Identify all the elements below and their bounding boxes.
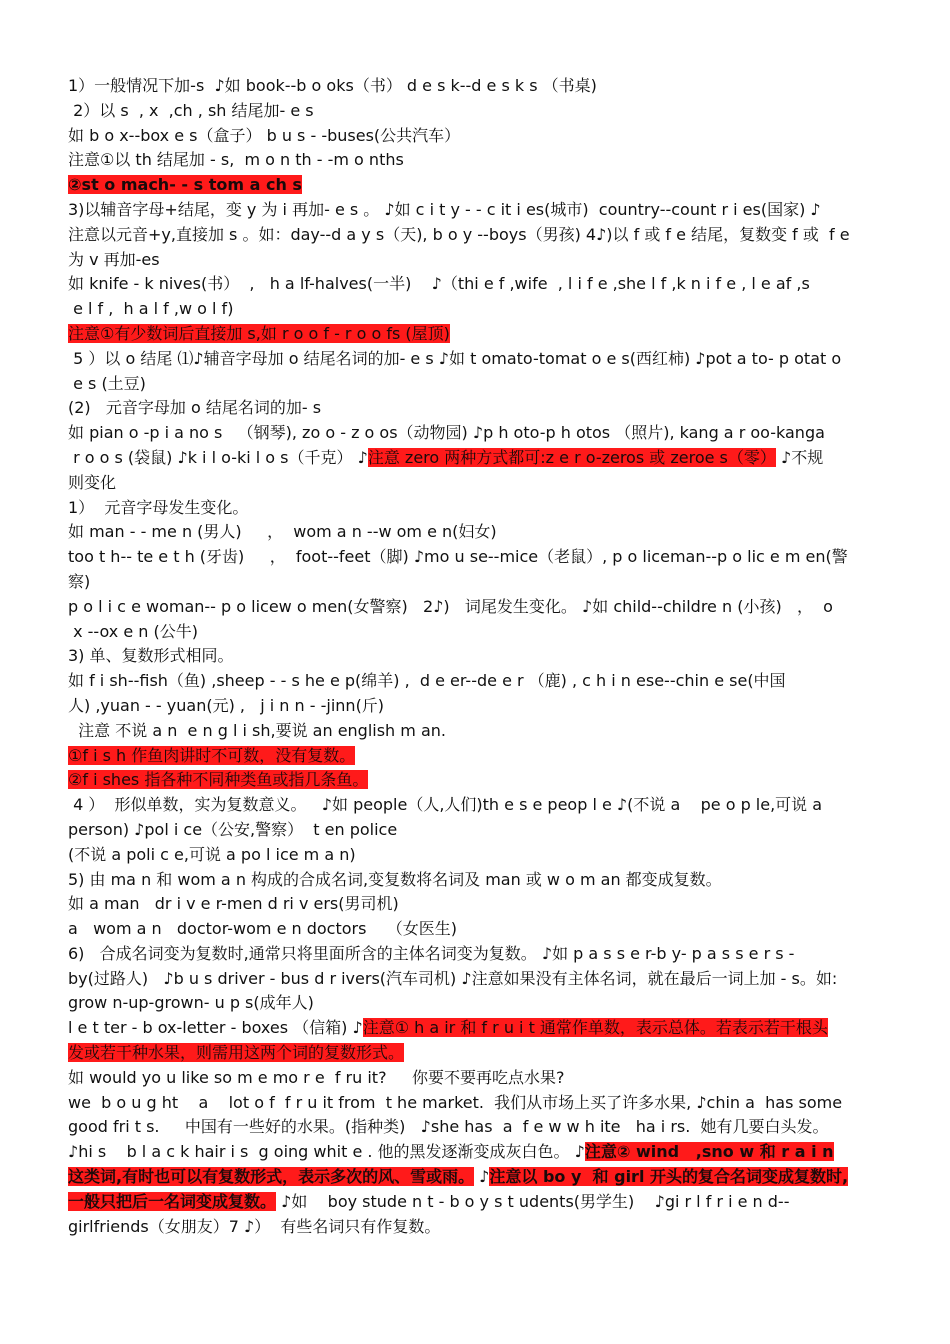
text-segment: 2）以 s , x ,ch , sh 结尾加- e s xyxy=(68,100,314,120)
text-line xyxy=(68,942,883,967)
text-segment: x --ox e n (公牛) xyxy=(68,621,198,641)
text-line xyxy=(68,396,883,421)
text-line xyxy=(68,471,883,496)
text-segment: 1）一般情况下加-s ♪如 book--b o oks（书） d e s k--d e s k s （书桌) xyxy=(68,76,597,95)
text-line xyxy=(68,1091,883,1116)
text-segment: ♪hi s b l a c k hair i s g oing whit e . 他的黑发逐渐变成灰白色。 ♪ xyxy=(68,1142,585,1162)
text-line xyxy=(68,1165,883,1190)
text-line xyxy=(68,124,883,149)
highlighted-text: ②st o mach- - s tom a ch s xyxy=(68,175,302,195)
text-line xyxy=(68,744,883,769)
text-segment: 注意以元音+y,直接加 s 。如：day--d a y s（天), b o y --boys（男孩) 4♪)以 f 或 f e 结尾，复数变 f 或 f e xyxy=(68,224,850,244)
text-line xyxy=(68,644,883,669)
text-line xyxy=(68,892,883,917)
highlighted-text: 注意以 bo y 和 girl 开头的复合名词变成复数时, xyxy=(489,1167,849,1187)
text-segment: e s (土豆) xyxy=(68,373,146,393)
text-segment: 注意①以 th 结尾加 - s, m o n th - -m o nths xyxy=(68,150,404,170)
text-segment: person) ♪pol i ce（公安,警察） t en police xyxy=(68,819,398,839)
text-line xyxy=(68,868,883,893)
text-segment: too t h-- te e t h (牙齿) ， foot--feet（脚) ♪mo u se--mice（老鼠）, p o liceman--p o lic e m en(警 xyxy=(68,547,848,567)
text-line xyxy=(68,520,883,545)
text-segment: ♪不规 xyxy=(775,447,824,467)
text-line xyxy=(68,1016,883,1041)
text-line xyxy=(68,768,883,793)
text-segment: 6) 合成名词变为复数时,通常只将里面所含的主体名词变为复数。 ♪如 p a s s e r-b y- p a s s e r s - xyxy=(68,943,795,963)
text-segment: 4 ） 形似单数，实为复数意义。 ♪如 people（人,人们)th e s e peop l e ♪(不说 a pe o p le,可说 a xyxy=(68,795,823,815)
text-line xyxy=(68,496,883,521)
text-line xyxy=(68,620,883,645)
text-line xyxy=(68,446,883,471)
text-segment: 则变化 xyxy=(68,472,117,492)
text-line xyxy=(68,74,883,99)
text-line xyxy=(68,570,883,595)
text-line xyxy=(68,322,883,347)
text-segment: 如 a man dr i v e r-men d ri v ers(男司机) xyxy=(68,894,399,914)
text-segment: (2) 元音字母加 o 结尾名词的加- s xyxy=(68,398,322,418)
text-segment: 为 v 再加-es xyxy=(68,249,160,269)
text-segment: l e t ter - b ox-letter - boxes （信箱) ♪ xyxy=(68,1018,363,1038)
text-line xyxy=(68,272,883,297)
text-line xyxy=(68,669,883,694)
text-line xyxy=(68,198,883,223)
text-segment: 如 knife - k nives(书） , h a lf-halves(一半) ♪（thi e f ,wife , l i f e ,she l f ,k n i f e , l e af ,s xyxy=(68,274,810,294)
text-segment: 察) xyxy=(68,571,91,591)
text-line xyxy=(68,148,883,173)
text-segment: 如 would yo u like so m e mo r e f ru it? 你要不要再吃点水果? xyxy=(68,1067,565,1087)
text-segment: 5 ）以 o 结尾 ⑴♪辅音字母加 o 结尾名词的加- e s ♪如 t omato-tomat o e s(西红柿) ♪pot a to- p otat o xyxy=(68,348,842,368)
text-line xyxy=(68,1215,883,1240)
text-line xyxy=(68,1115,883,1140)
text-line xyxy=(68,719,883,744)
highlighted-text: ①f i s h 作鱼肉讲时不可数，没有复数。 xyxy=(68,745,356,765)
text-segment: ♪ xyxy=(474,1167,490,1187)
text-line xyxy=(68,843,883,868)
text-segment: a wom a n doctor-wom e n doctors （女医生) xyxy=(68,919,458,939)
text-line xyxy=(68,1041,883,1066)
text-segment: (不说 a poli c e,可说 a po l ice m a n) xyxy=(68,844,356,864)
text-line xyxy=(68,991,883,1016)
text-segment: we b o u g ht a lot o f f r u it from t he market. 我们从市场上买了许多水果, ♪chin a has some xyxy=(68,1092,843,1112)
highlighted-text: 注意① h a ir 和 f r u i t 通常作单数，表示总体。若表示若干根头 xyxy=(362,1018,828,1038)
document-body xyxy=(68,74,883,1239)
text-line xyxy=(68,694,883,719)
text-segment: 1） 元音字母发生变化。 xyxy=(68,497,249,517)
text-line xyxy=(68,173,883,198)
text-line xyxy=(68,223,883,248)
text-segment: 注意 不说 a n e n g l i sh,要说 an english m an. xyxy=(68,720,446,740)
text-line xyxy=(68,421,883,446)
text-line xyxy=(68,545,883,570)
text-segment: grow n-up-grown- u p s(成年人) xyxy=(68,993,314,1013)
text-segment: 如 man - - me n (男人) ， wom a n --w om e n(妇女) xyxy=(68,522,497,542)
text-segment: 如 b o x--box e s（盒子） b u s - -buses(公共汽车） xyxy=(68,125,461,145)
text-segment: r o o s (袋鼠) ♪k i l o-ki l o s（千克） ♪ xyxy=(68,447,368,467)
text-line xyxy=(68,917,883,942)
highlighted-text: ②f i shes 指各种不同种类鱼或指几条鱼。 xyxy=(68,770,369,790)
text-segment: good fri t s. 中国有一些好的水果。(指种类) ♪she has a f e w w h ite ha i rs. 她有几要白头发。 xyxy=(68,1117,829,1137)
text-segment: 3)以辅音字母+结尾，变 y 为 i 再加- e s 。 ♪如 c i t y - - c it i es(城市) country--count r i es(国家) ♪ xyxy=(68,199,821,219)
highlighted-text: 注意② wind ,sno w 和 r a i n xyxy=(584,1142,834,1162)
text-line xyxy=(68,297,883,322)
text-line xyxy=(68,967,883,992)
text-segment: 如 f i sh--fish（鱼) ,sheep - - s he e p(绵羊) , d e er--de e r （鹿) , c h i n ese--chin e se(中国 xyxy=(68,671,786,691)
text-segment: girlfriends（女朋友）7 ♪） 有些名词只有作复数。 xyxy=(68,1216,441,1236)
text-segment: 3) 单、复数形式相同。 xyxy=(68,646,234,666)
text-line xyxy=(68,793,883,818)
highlighted-text: 发或若干种水果，则需用这两个词的复数形式。 xyxy=(68,1043,405,1063)
text-line xyxy=(68,347,883,372)
text-segment: p o l i c e woman-- p o licew o men(女警察) 2♪) 词尾发生变化。 ♪如 child--childre n (小孩) ， o xyxy=(68,596,833,616)
text-line xyxy=(68,1140,883,1165)
highlighted-text: 这类词,有时也可以有复数形式，表示多次的风、雪或雨。 xyxy=(68,1167,475,1187)
text-segment: ♪如 boy stude n t - b o y s t udents(男学生) ♪gi r l f r i e n d-- xyxy=(276,1191,790,1211)
highlighted-text: 注意 zero 两种方式都可:z e r o-zeros 或 zeroe s（零） xyxy=(367,447,776,467)
text-segment: 如 pian o -p i a no s （钢琴), zo o - z o os（动物园) ♪p h oto-p h otos （照片), kang a r oo-kanga xyxy=(68,423,825,443)
text-line xyxy=(68,818,883,843)
text-line xyxy=(68,1190,883,1215)
text-segment: by(过路人) ♪b u s driver - bus d r ivers(汽车司机) ♪注意如果没有主体名词，就在最后一词上加 - s。如: xyxy=(68,968,838,988)
text-segment: 人) ,yuan - - yuan(元) , j i n n - -jinn(斤) xyxy=(68,695,385,715)
text-segment: 5) 由 ma n 和 wom a n 构成的合成名词,变复数将名词及 man 或 w o m an 都变成复数。 xyxy=(68,869,722,889)
text-segment: e l f , h a l f ,w o l f) xyxy=(68,299,234,319)
text-line xyxy=(68,1066,883,1091)
highlighted-text: 一般只把后一名词变成复数。 xyxy=(68,1191,277,1211)
text-line xyxy=(68,372,883,397)
text-line xyxy=(68,99,883,124)
text-line xyxy=(68,595,883,620)
text-line xyxy=(68,248,883,273)
highlighted-text: 注意①有少数词后直接加 s,如 r o o f - r o o fs (屋顶) xyxy=(68,323,450,343)
